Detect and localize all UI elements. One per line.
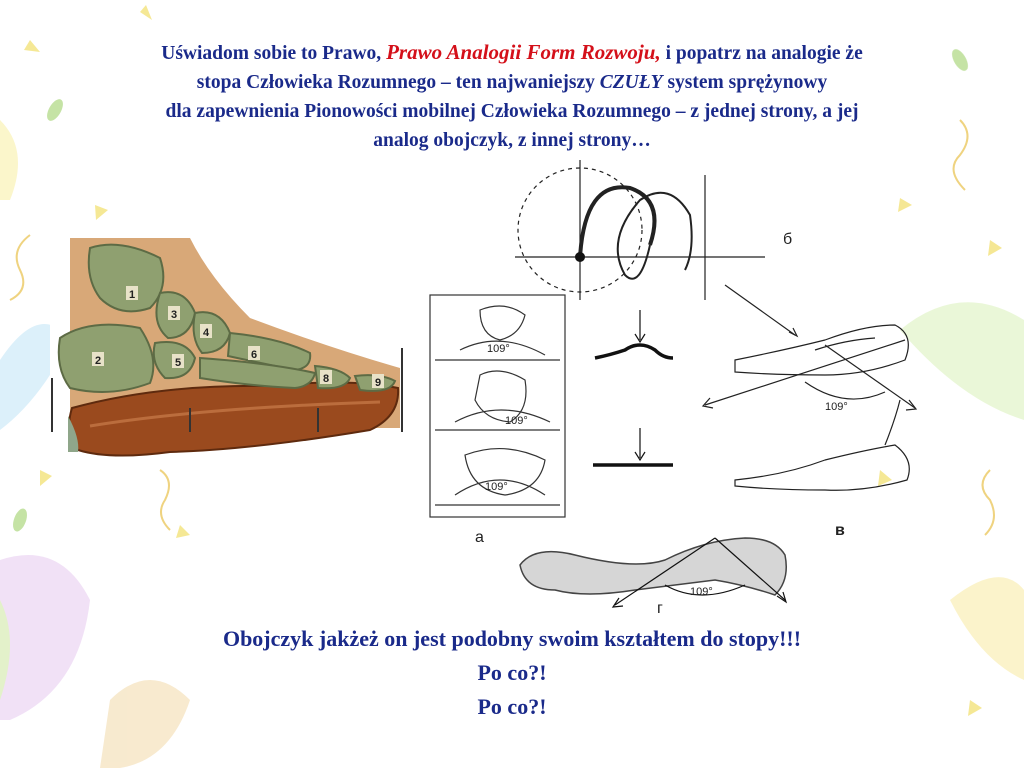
slide-footer: [0, 622, 1024, 724]
label-g: г: [657, 600, 663, 615]
bone-label-8: 8: [323, 373, 330, 385]
bone-label-5: 5: [175, 357, 182, 369]
label-b: б: [783, 231, 793, 248]
label-a: а: [475, 529, 484, 546]
bone-label-2: 2: [95, 355, 102, 367]
label-v: в: [835, 522, 845, 539]
header-line-3: dla zapewnienia Pionowości mobilnej Człowieka Rozumnego – z jednej strony, a jej: [165, 101, 859, 122]
foot-outline-panel: [703, 285, 916, 490]
spiral-panel: [515, 160, 765, 300]
slide-header: [30, 38, 994, 155]
footer-line-3: Po co?!: [477, 694, 547, 719]
header-line-1: Uświadom sobie to Prawo, Prawo Analogii Form Rozwoju, i popatrz na analogie że: [161, 40, 863, 64]
bone-label-9: 9: [375, 377, 382, 389]
foot-bones-illustration: [50, 238, 406, 462]
angle-label-a2: 109°: [505, 415, 528, 427]
angle-label-v: 109°: [825, 401, 848, 413]
bone-label-3: 3: [171, 309, 178, 321]
angle-label-g: 109°: [690, 586, 713, 598]
emphasis-czuly: CZUŁY: [599, 72, 663, 93]
bone-label-6: 6: [251, 349, 258, 361]
footer-line-1: Obojczyk jakżeż on jest podobny swoim kształtem do stopy!!!: [222, 626, 802, 651]
calcaneus-bone: [59, 325, 154, 392]
footer-line-2: Po co?!: [477, 660, 547, 685]
header-line-4: analog obojczyk, z innej strony…: [373, 130, 651, 151]
law-name: Prawo Analogii Form Rozwoju,: [386, 40, 661, 64]
biomechanics-diagram: [425, 160, 945, 615]
header-line-2: stopa Człowieka Rozumnego – ten najwaniejszy CZUŁY system sprężynowy: [196, 72, 828, 93]
angle-label-a1: 109°: [487, 343, 510, 355]
bone-label-1: 1: [129, 289, 136, 301]
bone-label-4: 4: [203, 327, 210, 339]
angle-label-a3: 109°: [485, 481, 508, 493]
